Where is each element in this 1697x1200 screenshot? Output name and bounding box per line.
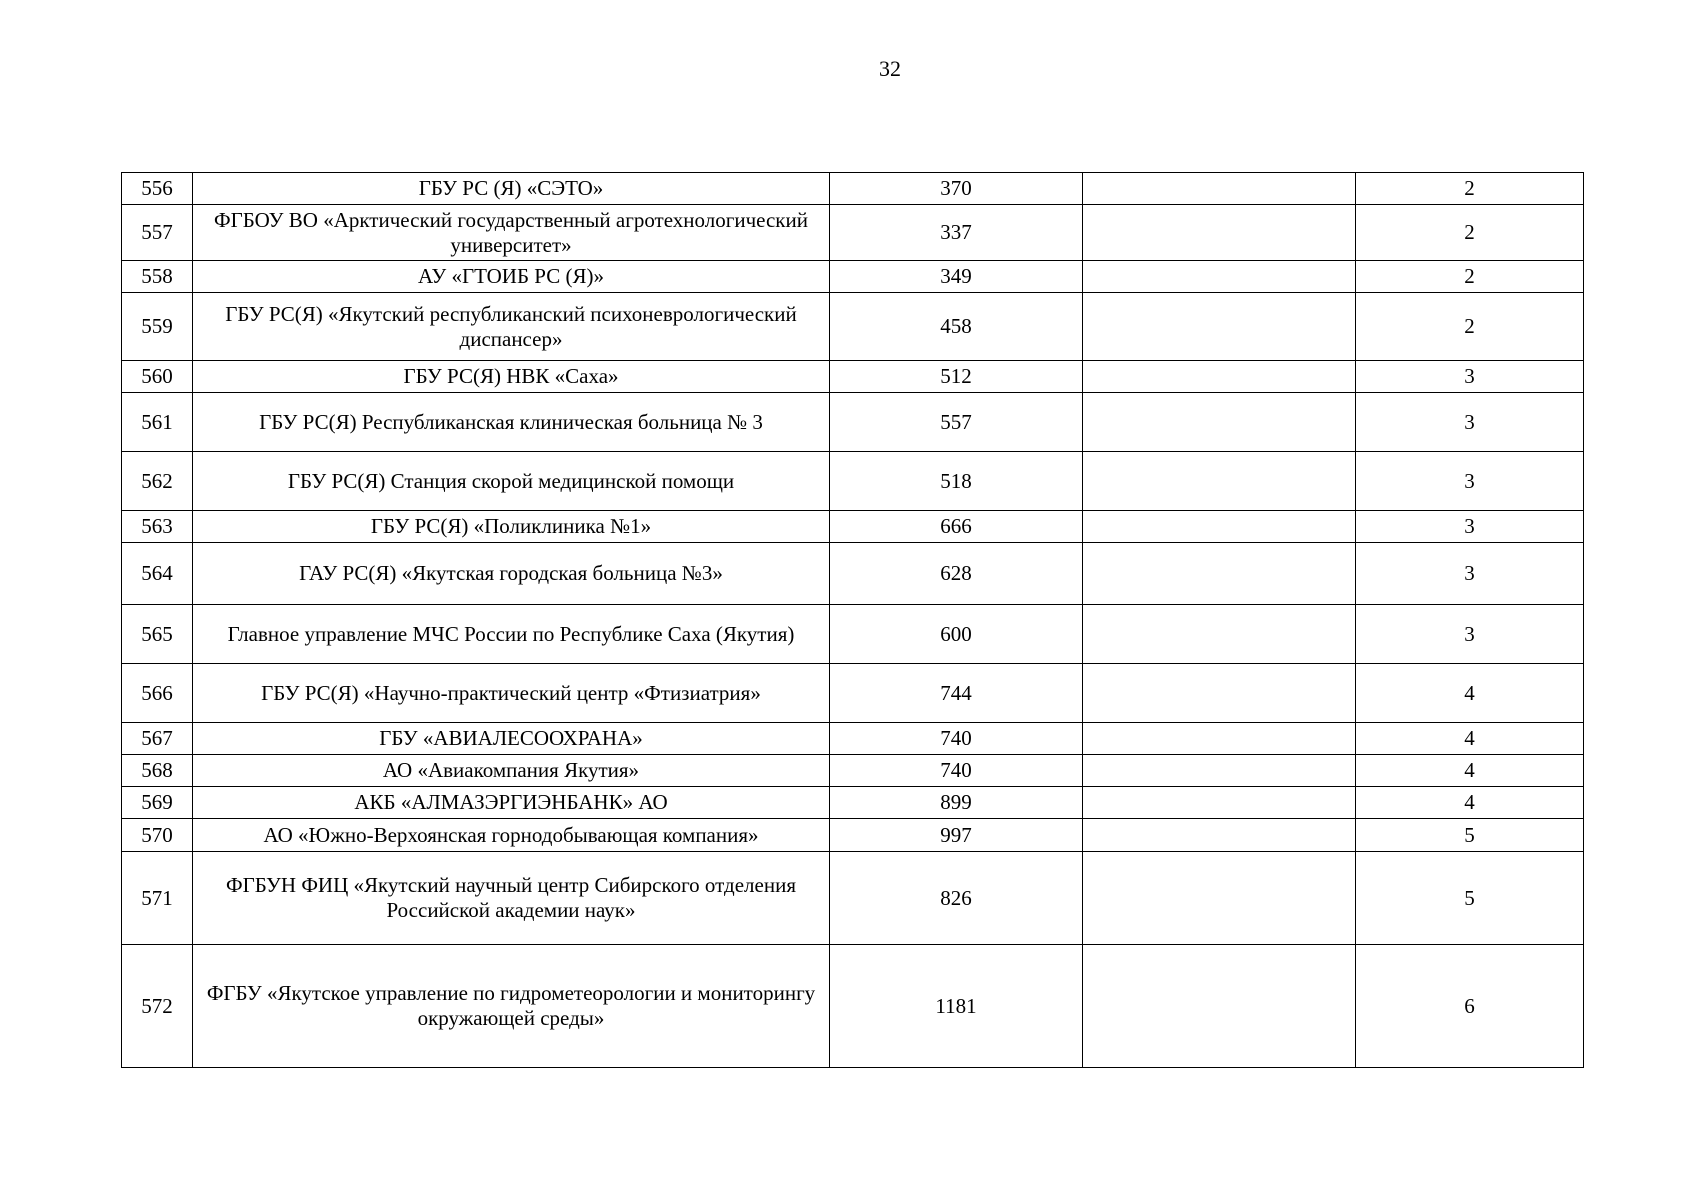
table-row — [122, 205, 1584, 261]
row-number-cell: 567 — [122, 723, 193, 755]
value-cell: 666 — [830, 511, 1083, 543]
value-cell: 628 — [830, 543, 1083, 605]
blank-cell — [1083, 173, 1356, 205]
table-row — [122, 787, 1584, 819]
value-cell: 1181 — [830, 945, 1083, 1068]
value-cell: 744 — [830, 664, 1083, 723]
row-number-cell: 561 — [122, 393, 193, 452]
organization-cell: Главное управление МЧС России по Республике Саха (Якутия) — [193, 605, 830, 664]
table-row — [122, 723, 1584, 755]
category-cell: 4 — [1356, 723, 1584, 755]
category-cell: 2 — [1356, 293, 1584, 361]
value-cell: 557 — [830, 393, 1083, 452]
blank-cell — [1083, 261, 1356, 293]
organization-cell: ФГБОУ ВО «Арктический государственный агротехнологический университет» — [193, 205, 830, 261]
row-number-cell: 560 — [122, 361, 193, 393]
organization-cell: ГБУ «АВИАЛЕСООХРАНА» — [193, 723, 830, 755]
category-cell: 3 — [1356, 543, 1584, 605]
value-cell: 518 — [830, 452, 1083, 511]
row-number-cell: 568 — [122, 755, 193, 787]
blank-cell — [1083, 543, 1356, 605]
category-cell: 3 — [1356, 361, 1584, 393]
blank-cell — [1083, 205, 1356, 261]
row-number-cell: 557 — [122, 205, 193, 261]
row-number-cell: 558 — [122, 261, 193, 293]
organization-cell: ГБУ РС(Я) Республиканская клиническая больница № 3 — [193, 393, 830, 452]
organization-cell: ГБУ РС(Я) «Научно-практический центр «Фтизиатрия» — [193, 664, 830, 723]
organization-cell: ГБУ РС(Я) «Якутский республиканский психоневрологический диспансер» — [193, 293, 830, 361]
category-cell: 5 — [1356, 819, 1584, 852]
category-cell: 2 — [1356, 261, 1584, 293]
table-row — [122, 819, 1584, 852]
blank-cell — [1083, 511, 1356, 543]
blank-cell — [1083, 605, 1356, 664]
row-number-cell: 559 — [122, 293, 193, 361]
row-number-cell: 562 — [122, 452, 193, 511]
organization-cell: ГБУ РС(Я) НВК «Саха» — [193, 361, 830, 393]
value-cell: 370 — [830, 173, 1083, 205]
row-number-cell: 564 — [122, 543, 193, 605]
organization-cell: ФГБУН ФИЦ «Якутский научный центр Сибирского отделения Российской академии наук» — [193, 852, 830, 945]
category-cell: 4 — [1356, 787, 1584, 819]
value-cell: 512 — [830, 361, 1083, 393]
category-cell: 2 — [1356, 205, 1584, 261]
organization-cell: ФГБУ «Якутское управление по гидрометеорологии и мониторингу окружающей среды» — [193, 945, 830, 1068]
value-cell: 997 — [830, 819, 1083, 852]
organizations-table — [121, 172, 1584, 1068]
value-cell: 349 — [830, 261, 1083, 293]
row-number-cell: 566 — [122, 664, 193, 723]
blank-cell — [1083, 361, 1356, 393]
organization-cell: ГБУ РС (Я) «СЭТО» — [193, 173, 830, 205]
blank-cell — [1083, 293, 1356, 361]
table-row — [122, 852, 1584, 945]
category-cell: 3 — [1356, 605, 1584, 664]
table-row — [122, 361, 1584, 393]
table-row — [122, 293, 1584, 361]
value-cell: 458 — [830, 293, 1083, 361]
blank-cell — [1083, 852, 1356, 945]
blank-cell — [1083, 723, 1356, 755]
category-cell: 3 — [1356, 511, 1584, 543]
organization-cell: АО «Южно-Верхоянская горнодобывающая компания» — [193, 819, 830, 852]
table-row — [122, 945, 1584, 1068]
blank-cell — [1083, 393, 1356, 452]
value-cell: 740 — [830, 723, 1083, 755]
blank-cell — [1083, 452, 1356, 511]
blank-cell — [1083, 945, 1356, 1068]
row-number-cell: 556 — [122, 173, 193, 205]
value-cell: 600 — [830, 605, 1083, 664]
organization-cell: АО «Авиакомпания Якутия» — [193, 755, 830, 787]
organization-cell: АУ «ГТОИБ РС (Я)» — [193, 261, 830, 293]
table-row — [122, 605, 1584, 664]
organization-cell: ГАУ РС(Я) «Якутская городская больница №3» — [193, 543, 830, 605]
table-row — [122, 755, 1584, 787]
category-cell: 2 — [1356, 173, 1584, 205]
category-cell: 5 — [1356, 852, 1584, 945]
blank-cell — [1083, 787, 1356, 819]
value-cell: 740 — [830, 755, 1083, 787]
organization-cell: ГБУ РС(Я) «Поликлиника №1» — [193, 511, 830, 543]
page-number: 32 — [879, 56, 901, 81]
row-number-cell: 571 — [122, 852, 193, 945]
row-number-cell: 565 — [122, 605, 193, 664]
table-row — [122, 543, 1584, 605]
table-row — [122, 511, 1584, 543]
organization-cell: ГБУ РС(Я) Станция скорой медицинской помощи — [193, 452, 830, 511]
category-cell: 6 — [1356, 945, 1584, 1068]
category-cell: 4 — [1356, 664, 1584, 723]
table-row — [122, 452, 1584, 511]
organization-cell: АКБ «АЛМАЗЭРГИЭНБАНК» АО — [193, 787, 830, 819]
blank-cell — [1083, 819, 1356, 852]
table-row — [122, 261, 1584, 293]
table-row — [122, 393, 1584, 452]
category-cell: 3 — [1356, 393, 1584, 452]
row-number-cell: 563 — [122, 511, 193, 543]
blank-cell — [1083, 755, 1356, 787]
category-cell: 4 — [1356, 755, 1584, 787]
value-cell: 899 — [830, 787, 1083, 819]
table-row — [122, 664, 1584, 723]
row-number-cell: 572 — [122, 945, 193, 1068]
value-cell: 826 — [830, 852, 1083, 945]
category-cell: 3 — [1356, 452, 1584, 511]
blank-cell — [1083, 664, 1356, 723]
row-number-cell: 569 — [122, 787, 193, 819]
value-cell: 337 — [830, 205, 1083, 261]
table-row — [122, 173, 1584, 205]
row-number-cell: 570 — [122, 819, 193, 852]
